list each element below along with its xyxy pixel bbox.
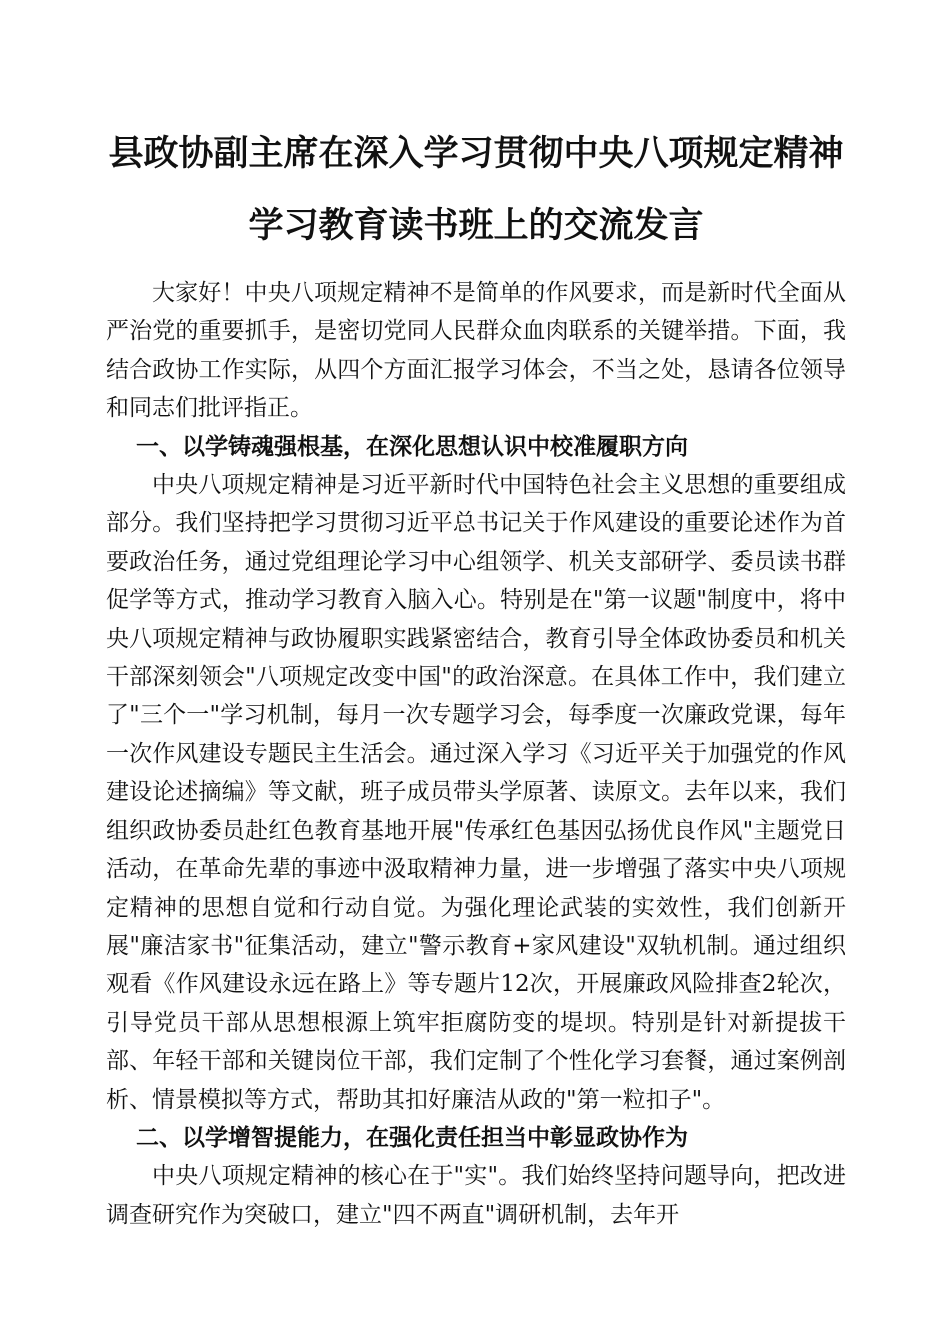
intro-paragraph: 大家好！中央八项规定精神不是简单的作风要求，而是新时代全面从严治党的重要抓手，是密切党同人民群众血肉联系的关键举措。下面，我结合政协工作实际，从四个方面汇报学习体会，不当之处，恳请各位领导和同志们批评指正。 [106, 280, 846, 422]
title-line-1: 县政协副主席在深入学习贯彻中央八项规定精神 [108, 134, 844, 174]
section-2-heading: 二、以学增智提能力，在强化责任担当中彰显政协作为 [136, 1123, 688, 1151]
section-1-paragraph: 中央八项规定精神是习近平新时代中国特色社会主义思想的重要组成部分。我们坚持把学习贯彻习近平总书记关于作风建设的重要论述作为首要政治任务，通过党组理论学习中心组领学、机关支部研学、委员读书群促学等方式，推动学习教育入脑入心。特别是在"第一议题"制度中，将中央八项规定精神与政协履职实践紧密结合，教育引导全体政协委员和机关干部深刻领会"八项规定改变中国"的政治深意。在具体工作中，我们建立了"三个一"学习机制，每月一次专题学习会，每季度一次廉政党课，每年一次作风建设专题民主生活会。通过深入学习《习近平关于加强党的作风建设论述摘编》等文献，班子成员带头学原著、读原文。去年以来，我们组织政协委员赴红色教育基地开展"传承红色基因弘扬优良作风"主题党日活动，在革命先辈的事迹中汲取精神力量，进一步增强了落实中央八项规定精神的思想自觉和行动自觉。为强化理论武装的实效性，我们创新开展"廉洁家书"征集活动，建立"警示教育+家风建设"双轨机制。通过组织观看《作风建设永远在路上》等专题片12次，开展廉政风险排查2轮次，引导党员干部从思想根源上筑牢拒腐防变的堤坝。特别是针对新提拔干部、年轻干部和关键岗位干部，我们定制了个性化学习套餐，通过案例剖析、情景模拟等方式，帮助其扣好廉洁从政的"第一粒扣子"。 [106, 472, 846, 1113]
document-title [106, 118, 846, 262]
section-2-paragraph: 中央八项规定精神的核心在于"实"。我们始终坚持问题导向，把改进调查研究作为突破口，建立"四不两直"调研机制，去年开 [106, 1163, 846, 1228]
document-page [106, 118, 846, 1234]
title-line-2: 学习教育读书班上的交流发言 [248, 206, 704, 246]
document-body [106, 274, 846, 1234]
section-1-heading: 一、以学铸魂强根基，在深化思想认识中校准履职方向 [136, 432, 688, 460]
